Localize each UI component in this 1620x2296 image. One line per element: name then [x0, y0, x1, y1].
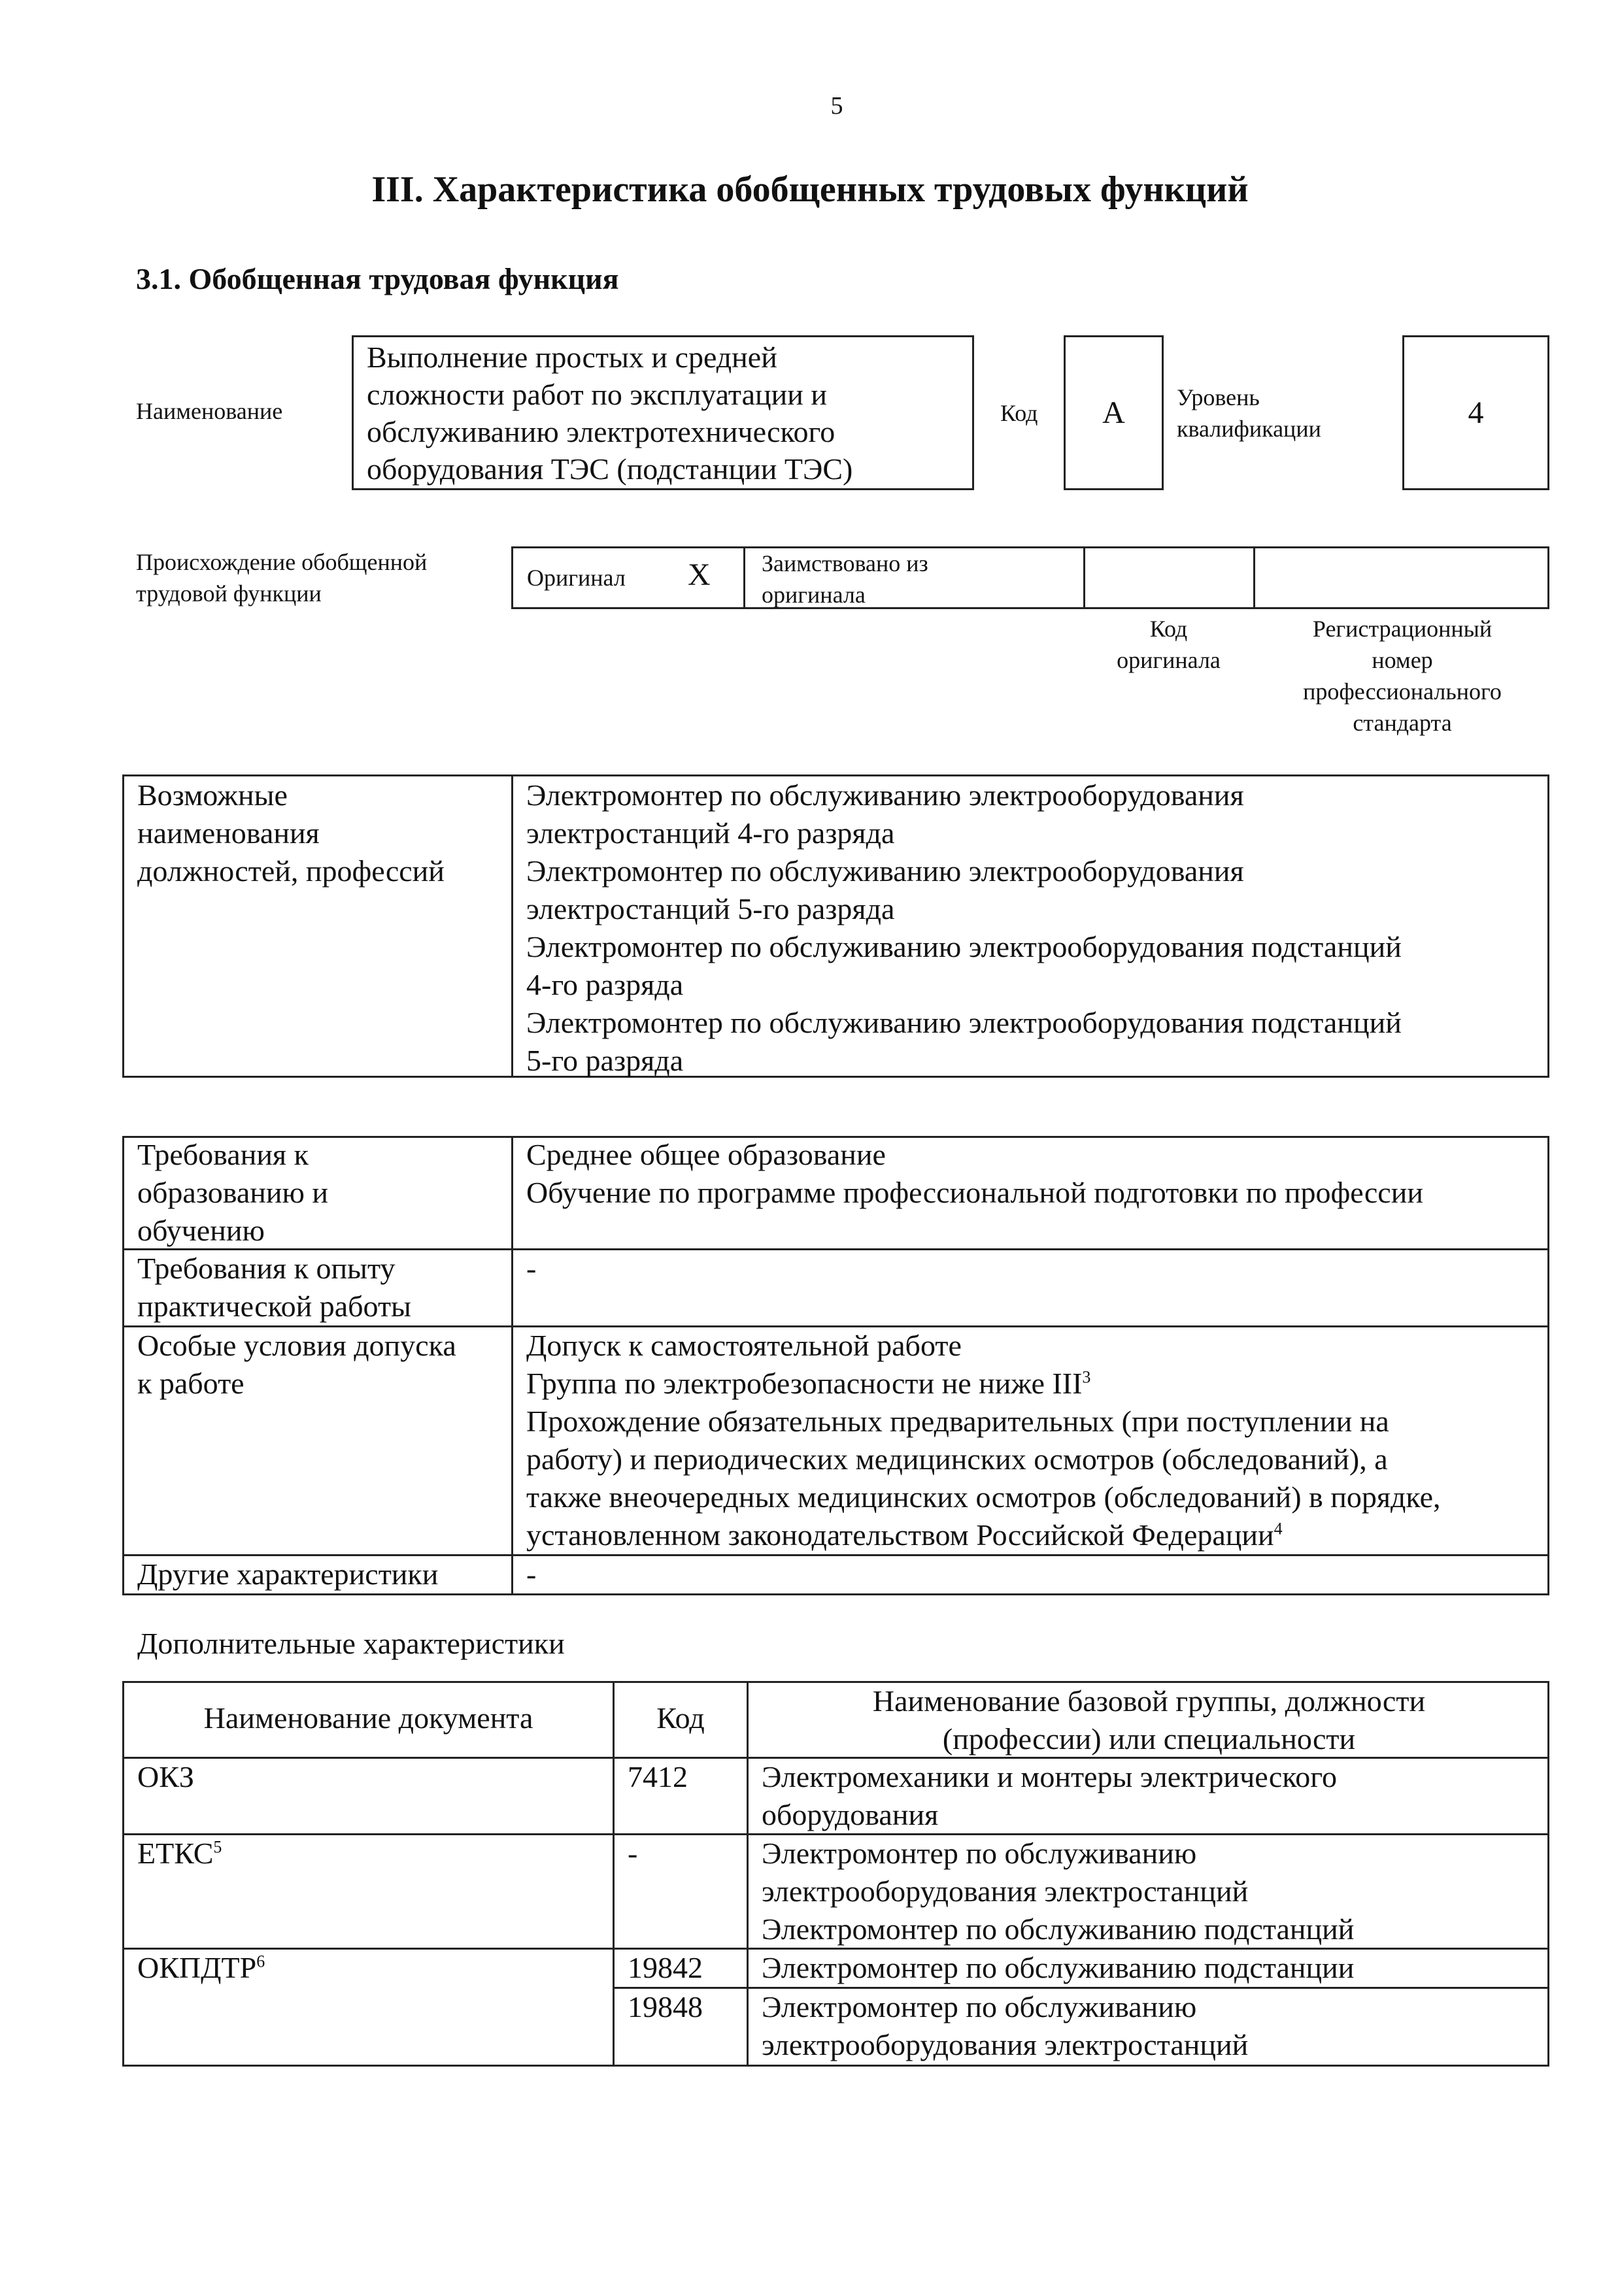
row-okpdtr-code-2: 19848 — [628, 1990, 703, 2023]
page-number: 5 — [830, 92, 843, 120]
req-admission-value: Допуск к самостоятельной работе Группа по электробезопасности не ниже III$^3$ Прохождение обязательных предварительных (при поступлении на работу) и периодических медицинских осмотров (обследований), а также внеочередных медицинских осмотров (обследований) в порядке, установленном законодательством Российской Федерации$^4$ — [526, 1329, 1441, 1552]
row-etks-name: Электромонтер по обслуживанию электрооборудования электростанций Электромонтер по обслуживанию подстанций — [762, 1837, 1355, 1946]
borrowed-label: Заимствовано из оригинала — [762, 550, 928, 608]
name-label: Наименование — [136, 398, 283, 424]
footnote-5: 5 — [213, 1837, 222, 1857]
function-name-box — [352, 335, 974, 490]
positions-label: Возможные наименования должностей, профессий — [137, 778, 445, 888]
header-code: Код — [656, 1701, 705, 1735]
req-admission-label: Особые условия допуска к работе — [137, 1329, 456, 1400]
footnote-4: 4 — [1274, 1519, 1283, 1539]
function-name: Выполнение простых и средней сложности работ по эксплуатации и обслуживанию электротехнического оборудования ТЭС (подстанции ТЭС) — [367, 341, 853, 486]
additional-title: Дополнительные характеристики — [137, 1627, 565, 1660]
subsection-title: 3.1. Обобщенная трудовая функция — [136, 262, 619, 295]
original-label: Оригинал — [527, 565, 626, 591]
level-label: Уровень квалификации — [1177, 384, 1321, 442]
code-value: А — [1064, 335, 1164, 490]
row-okpdtr-code-1: 19842 — [628, 1951, 703, 1984]
row-okpdtr-name-1: Электромонтер по обслуживанию подстанции — [762, 1951, 1355, 1984]
positions-list: Электромонтер по обслуживанию электрооборудования электростанций 4-го разряда Электромонтер по обслуживанию электрооборудования электростанций 5-го разряда Электромонтер по обслуживанию электрооборудования подстанций 4-го разряда Электромонтер по обслуживанию электрооборудования подстанций 5-го разряда — [526, 778, 1402, 1077]
reg-number-caption: Регистрационный номер профессионального стандарта — [1303, 616, 1502, 736]
level-value: 4 — [1402, 335, 1549, 490]
row-okz-code: 7412 — [628, 1760, 688, 1793]
header-doc: Наименование документа — [203, 1701, 533, 1735]
footnote-6: 6 — [256, 1952, 265, 1971]
req-other-value: - — [526, 1557, 537, 1591]
header-name: Наименование базовой группы, должности (профессии) или специальности — [872, 1684, 1426, 1755]
req-education-value: Среднее общее образование Обучение по программе профессиональной подготовки по профессии — [526, 1138, 1423, 1209]
row-okpdtr-doc: ОКПДТР$^6$ — [137, 1951, 265, 1984]
code-label: Код — [1000, 400, 1038, 426]
origin-label: Происхождение обобщенной трудовой функции — [136, 549, 428, 607]
req-experience-value: - — [526, 1252, 537, 1285]
row-okz-name: Электромеханики и монтеры электрического оборудования — [762, 1760, 1338, 1831]
req-other-label: Другие характеристики — [137, 1557, 439, 1591]
origin-table — [511, 546, 1549, 609]
footnote-3: 3 — [1082, 1367, 1091, 1387]
code-original-caption: Код оригинала — [1117, 616, 1221, 673]
row-etks-doc: ЕТКС$^5$ — [137, 1837, 222, 1870]
row-etks-code: - — [628, 1837, 638, 1870]
row-okpdtr-name-2: Электромонтер по обслуживанию электрооборудования электростанций — [762, 1990, 1249, 2061]
row-okz-doc: ОКЗ — [137, 1760, 194, 1793]
section-title: III. Характеристика обобщенных трудовых функций — [371, 169, 1249, 210]
req-education-label: Требования к образованию и обучению — [137, 1138, 328, 1247]
original-mark: X — [688, 557, 711, 592]
req-experience-label: Требования к опыту практической работы — [137, 1252, 411, 1323]
